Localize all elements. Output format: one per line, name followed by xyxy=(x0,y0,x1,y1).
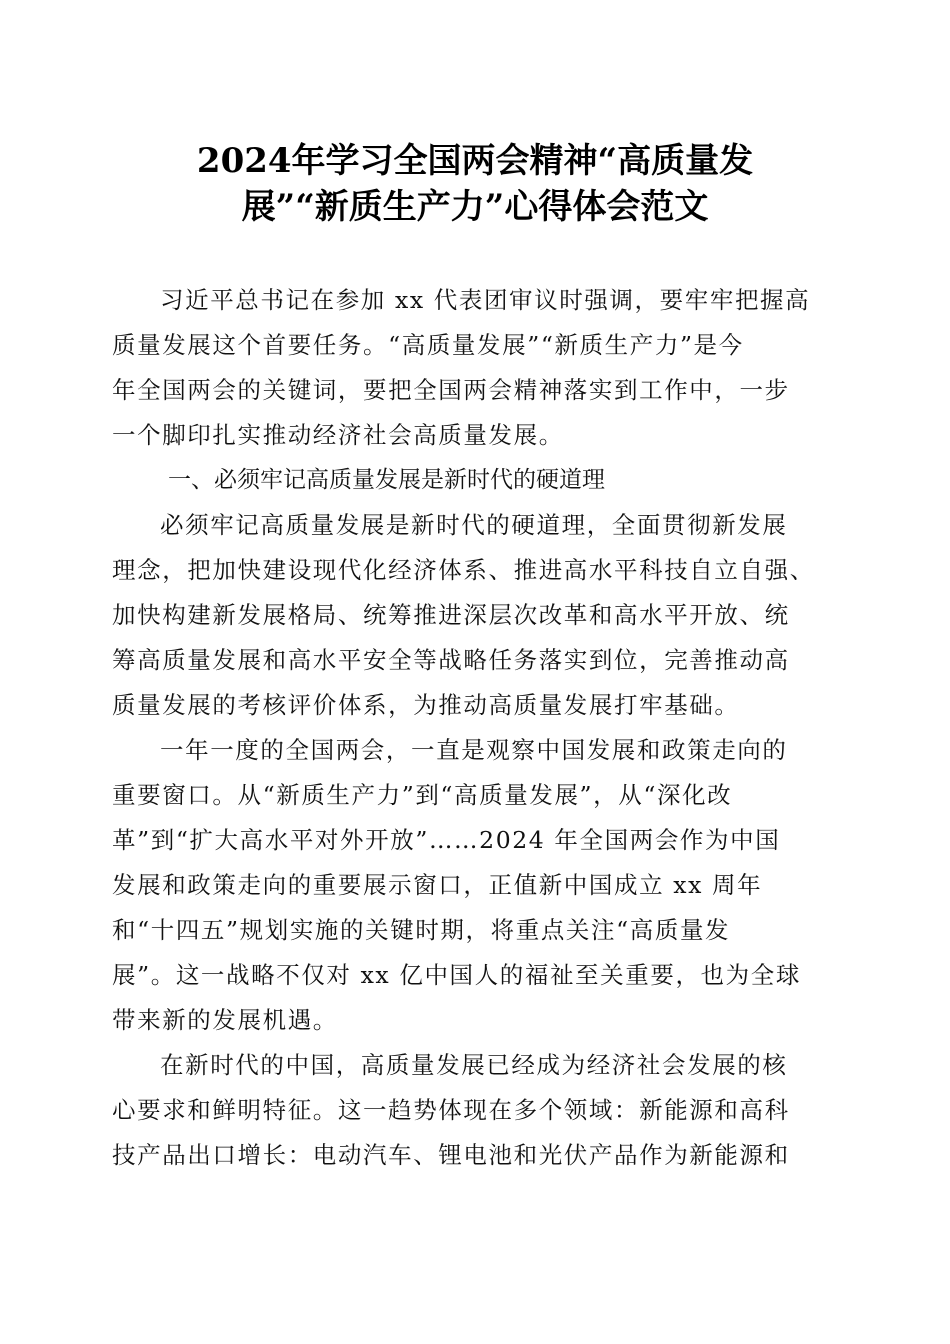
text-line: 加快构建新发展格局、统筹推进深层次改革和高水平开放、统 xyxy=(112,601,790,629)
text-line: 在新时代的中国，高质量发展已经成为经济社会发展的核 xyxy=(160,1051,788,1079)
document-title xyxy=(120,138,830,230)
text-line: 革”到“扩大高水平对外开放”……2024 年全国两会作为中国 xyxy=(112,826,781,854)
title-line-2: 展”“新质生产力”心得体会范文 xyxy=(241,187,709,227)
text-line: 带来新的发展机遇。 xyxy=(112,1006,338,1034)
text-line: 心要求和鲜明特征。这一趋势体现在多个领域：新能源和高科 xyxy=(112,1096,790,1124)
text-line: 筹高质量发展和高水平安全等战略任务落实到位，完善推动高 xyxy=(112,646,790,674)
section-heading-1: 一、必须牢记高质量发展是新时代的硬道理 xyxy=(168,467,605,493)
text-line: 质量发展这个首要任务。“高质量发展”“新质生产力”是今 xyxy=(112,331,744,359)
text-line: 习近平总书记在参加 xx 代表团审议时强调，要牢牢把握高 xyxy=(160,286,811,314)
text-line: 展”。这一战略不仅对 xx 亿中国人的福祉至关重要，也为全球 xyxy=(112,961,801,989)
document-body xyxy=(112,278,842,1178)
text-line: 必须牢记高质量发展是新时代的硬道理，全面贯彻新发展 xyxy=(160,511,788,539)
text-line: 发展和政策走向的重要展示窗口，正值新中国成立 xx 周年 xyxy=(112,871,763,899)
text-line: 年全国两会的关键词，要把全国两会精神落实到工作中，一步 xyxy=(112,376,790,404)
paragraph-4 xyxy=(112,1043,842,1178)
text-line: 质量发展的考核评价体系，为推动高质量发展打牢基础。 xyxy=(112,691,740,719)
title-line-1: 2024年学习全国两会精神“高质量发 xyxy=(196,141,754,181)
paragraph-3 xyxy=(112,728,842,1043)
text-line: 理念，把加快建设现代化经济体系、推进高水平科技自立自强、 xyxy=(112,556,815,584)
paragraph-2 xyxy=(112,503,842,728)
text-line: 一个脚印扎实推动经济社会高质量发展。 xyxy=(112,421,564,449)
text-line: 技产品出口增长：电动汽车、锂电池和光伏产品作为新能源和 xyxy=(112,1141,790,1169)
text-line: 一年一度的全国两会，一直是观察中国发展和政策走向的 xyxy=(160,736,788,764)
text-line: 重要窗口。从“新质生产力”到“高质量发展”，从“深化改 xyxy=(112,781,733,809)
text-line: 和“十四五”规划实施的关键时期，将重点关注“高质量发 xyxy=(112,916,731,944)
paragraph-intro xyxy=(112,278,842,458)
